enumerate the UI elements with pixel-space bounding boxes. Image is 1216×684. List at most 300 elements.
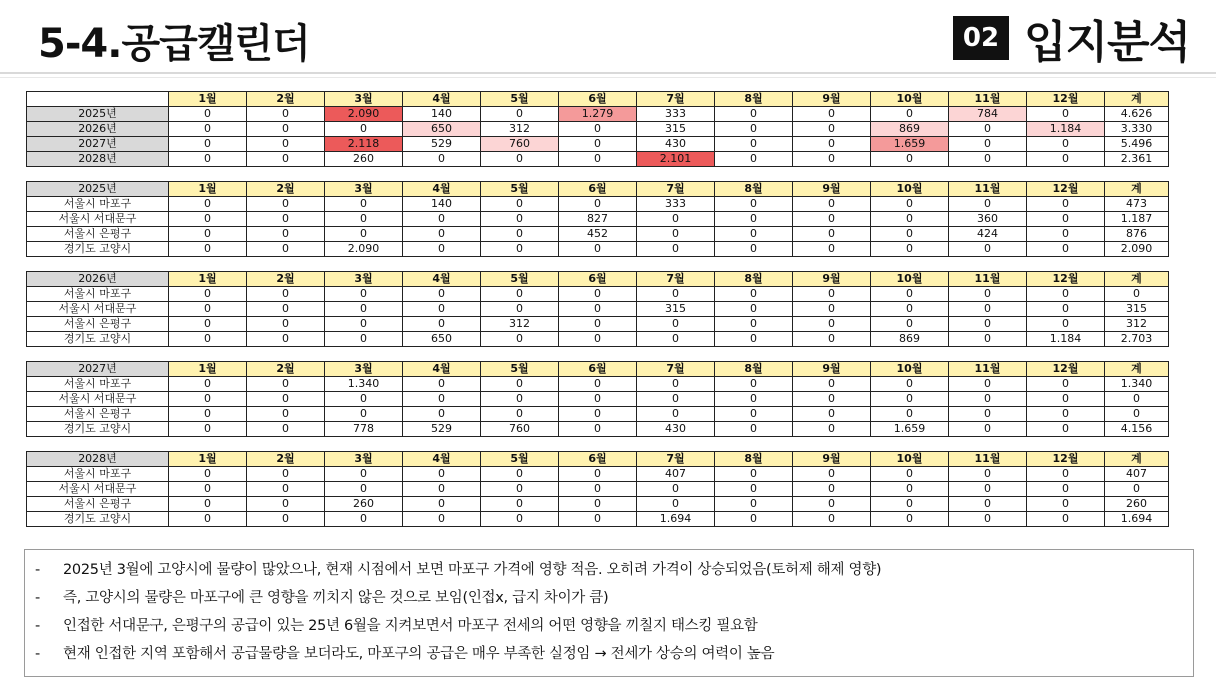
month-header-cell: 4월 bbox=[403, 452, 481, 467]
value-cell: 315 bbox=[1105, 302, 1169, 317]
month-header-cell: 4월 bbox=[403, 272, 481, 287]
month-header-cell: 7월 bbox=[637, 92, 715, 107]
month-header-cell: 10월 bbox=[871, 452, 949, 467]
value-cell: 0 bbox=[247, 482, 325, 497]
month-header-cell: 2월 bbox=[247, 272, 325, 287]
value-cell: 0 bbox=[247, 302, 325, 317]
value-cell: 0 bbox=[169, 317, 247, 332]
value-cell: 0 bbox=[169, 422, 247, 437]
value-cell: 0 bbox=[793, 242, 871, 257]
value-cell: 0 bbox=[949, 302, 1027, 317]
value-cell: 333 bbox=[637, 197, 715, 212]
month-header-cell: 계 bbox=[1105, 452, 1169, 467]
value-cell: 0 bbox=[949, 332, 1027, 347]
value-cell: 0 bbox=[637, 332, 715, 347]
value-cell: 876 bbox=[1105, 227, 1169, 242]
value-cell: 0 bbox=[715, 152, 793, 167]
value-cell: 0 bbox=[715, 287, 793, 302]
value-cell: 0 bbox=[949, 137, 1027, 152]
month-header-cell: 1월 bbox=[169, 272, 247, 287]
month-header-cell: 10월 bbox=[871, 92, 949, 107]
value-cell: 0 bbox=[793, 197, 871, 212]
value-cell: 0 bbox=[1105, 407, 1169, 422]
value-cell: 0 bbox=[247, 137, 325, 152]
value-cell: 0 bbox=[403, 512, 481, 527]
value-cell: 0 bbox=[169, 227, 247, 242]
row-label-cell: 서울시 은평구 bbox=[27, 497, 169, 512]
month-header-cell: 7월 bbox=[637, 182, 715, 197]
value-cell: 0 bbox=[247, 422, 325, 437]
value-cell: 0 bbox=[325, 332, 403, 347]
value-cell: 0 bbox=[403, 212, 481, 227]
table-row bbox=[27, 422, 1169, 437]
value-cell: 0 bbox=[871, 467, 949, 482]
value-cell: 0 bbox=[403, 377, 481, 392]
value-cell: 260 bbox=[325, 152, 403, 167]
month-header-cell: 2월 bbox=[247, 92, 325, 107]
table-row bbox=[27, 107, 1169, 122]
value-cell: 0 bbox=[871, 212, 949, 227]
value-cell: 0 bbox=[559, 287, 637, 302]
value-cell: 0 bbox=[637, 287, 715, 302]
value-cell: 0 bbox=[871, 302, 949, 317]
value-cell: 0 bbox=[247, 467, 325, 482]
month-header-cell: 9월 bbox=[793, 92, 871, 107]
month-header-cell: 3월 bbox=[325, 362, 403, 377]
value-cell: 0 bbox=[559, 407, 637, 422]
value-cell: 0 bbox=[481, 107, 559, 122]
value-cell: 0 bbox=[637, 212, 715, 227]
value-cell: 4.626 bbox=[1105, 107, 1169, 122]
value-cell: 0 bbox=[1027, 392, 1105, 407]
month-header-cell: 6월 bbox=[559, 92, 637, 107]
value-cell: 0 bbox=[949, 422, 1027, 437]
section-number-badge: 02 bbox=[953, 16, 1009, 60]
value-cell: 0 bbox=[637, 407, 715, 422]
value-cell: 760 bbox=[481, 137, 559, 152]
value-cell: 473 bbox=[1105, 197, 1169, 212]
value-cell: 312 bbox=[1105, 317, 1169, 332]
value-cell: 0 bbox=[949, 242, 1027, 257]
table-spacer-row bbox=[27, 347, 1169, 362]
value-cell: 360 bbox=[949, 212, 1027, 227]
month-header-cell: 6월 bbox=[559, 272, 637, 287]
value-cell: 0 bbox=[1027, 227, 1105, 242]
month-header-cell: 11월 bbox=[949, 182, 1027, 197]
value-cell: 0 bbox=[949, 407, 1027, 422]
value-cell: 0 bbox=[481, 467, 559, 482]
month-header-cell: 5월 bbox=[481, 452, 559, 467]
table-row bbox=[27, 302, 1169, 317]
notes-box bbox=[24, 549, 1194, 677]
spacer-cell bbox=[27, 347, 1169, 362]
row-label-cell: 2026년 bbox=[27, 122, 169, 137]
value-cell: 0 bbox=[169, 242, 247, 257]
value-cell: 0 bbox=[247, 497, 325, 512]
note-item: - 현재 인접한 지역 포함해서 공급물량을 보더라도, 마포구의 공급은 매우 부족한 실정임 → 전세가 상승의 여력이 높음 bbox=[35, 640, 1193, 668]
value-cell: 0 bbox=[559, 152, 637, 167]
value-cell: 0 bbox=[247, 287, 325, 302]
month-header-cell: 11월 bbox=[949, 452, 1027, 467]
value-cell: 0 bbox=[247, 197, 325, 212]
value-cell: 778 bbox=[325, 422, 403, 437]
table-row bbox=[27, 497, 1169, 512]
row-label-cell: 서울시 은평구 bbox=[27, 407, 169, 422]
value-cell: 0 bbox=[793, 212, 871, 227]
month-header-cell: 9월 bbox=[793, 182, 871, 197]
value-cell: 0 bbox=[871, 317, 949, 332]
value-cell: 0 bbox=[169, 197, 247, 212]
value-cell: 0 bbox=[169, 332, 247, 347]
year-header-cell: 2026년 bbox=[27, 272, 169, 287]
value-cell: 0 bbox=[481, 512, 559, 527]
table-spacer-row bbox=[27, 257, 1169, 272]
month-header-cell: 3월 bbox=[325, 272, 403, 287]
month-header-cell: 3월 bbox=[325, 452, 403, 467]
value-cell: 0 bbox=[481, 227, 559, 242]
row-label-cell: 서울시 마포구 bbox=[27, 377, 169, 392]
value-cell: 0 bbox=[949, 467, 1027, 482]
value-cell: 0 bbox=[1027, 377, 1105, 392]
value-cell: 260 bbox=[1105, 497, 1169, 512]
month-header-cell: 계 bbox=[1105, 182, 1169, 197]
value-cell: 4.156 bbox=[1105, 422, 1169, 437]
value-cell: 0 bbox=[559, 137, 637, 152]
value-cell: 0 bbox=[403, 497, 481, 512]
value-cell: 0 bbox=[871, 242, 949, 257]
value-cell: 0 bbox=[559, 332, 637, 347]
month-header-cell: 11월 bbox=[949, 272, 1027, 287]
value-cell: 0 bbox=[325, 317, 403, 332]
supply-calendar-table bbox=[26, 91, 1169, 527]
value-cell: 312 bbox=[481, 122, 559, 137]
table-row bbox=[27, 137, 1169, 152]
value-cell: 0 bbox=[793, 152, 871, 167]
value-cell: 0 bbox=[637, 392, 715, 407]
value-cell: 0 bbox=[793, 497, 871, 512]
spacer-cell bbox=[27, 257, 1169, 272]
value-cell: 0 bbox=[559, 467, 637, 482]
value-cell: 0 bbox=[871, 152, 949, 167]
month-header-cell: 12월 bbox=[1027, 272, 1105, 287]
value-cell: 0 bbox=[247, 212, 325, 227]
section-title: 입지분석 bbox=[1024, 17, 1191, 68]
value-cell: 0 bbox=[715, 137, 793, 152]
table-row bbox=[27, 242, 1169, 257]
value-cell: 0 bbox=[793, 317, 871, 332]
month-header-cell: 9월 bbox=[793, 452, 871, 467]
value-cell: 0 bbox=[949, 197, 1027, 212]
value-cell: 0 bbox=[949, 497, 1027, 512]
value-cell: 0 bbox=[481, 242, 559, 257]
month-header-cell: 계 bbox=[1105, 92, 1169, 107]
value-cell: 0 bbox=[559, 482, 637, 497]
table-row bbox=[27, 212, 1169, 227]
value-cell: 827 bbox=[559, 212, 637, 227]
row-label-cell: 서울시 은평구 bbox=[27, 317, 169, 332]
month-header-cell: 5월 bbox=[481, 182, 559, 197]
value-cell: 0 bbox=[325, 392, 403, 407]
row-label-cell: 서울시 서대문구 bbox=[27, 482, 169, 497]
table-header-row bbox=[27, 92, 1169, 107]
value-cell: 0 bbox=[325, 122, 403, 137]
value-cell: 0 bbox=[871, 497, 949, 512]
value-cell: 0 bbox=[325, 482, 403, 497]
value-cell: 0 bbox=[247, 317, 325, 332]
value-cell: 0 bbox=[481, 212, 559, 227]
month-header-cell: 4월 bbox=[403, 92, 481, 107]
value-cell: 0 bbox=[247, 332, 325, 347]
row-label-cell: 서울시 서대문구 bbox=[27, 212, 169, 227]
value-cell: 0 bbox=[1027, 407, 1105, 422]
value-cell: 0 bbox=[637, 482, 715, 497]
value-cell: 0 bbox=[169, 137, 247, 152]
value-cell: 529 bbox=[403, 137, 481, 152]
value-cell: 0 bbox=[949, 512, 1027, 527]
value-cell: 0 bbox=[247, 407, 325, 422]
value-cell: 0 bbox=[1027, 302, 1105, 317]
value-cell: 1.187 bbox=[1105, 212, 1169, 227]
row-label-cell: 경기도 고양시 bbox=[27, 512, 169, 527]
value-cell: 0 bbox=[247, 392, 325, 407]
spacer-cell bbox=[27, 167, 1169, 182]
value-cell: 0 bbox=[1027, 482, 1105, 497]
month-header-cell: 3월 bbox=[325, 182, 403, 197]
value-cell: 0 bbox=[1027, 107, 1105, 122]
value-cell: 0 bbox=[169, 467, 247, 482]
note-text: 인접한 서대문구, 은평구의 공급이 있는 25년 6월을 지켜보면서 마포구 전세의 어떤 영향을 끼칠지 태스킹 필요함 bbox=[63, 618, 758, 634]
value-cell: 0 bbox=[559, 377, 637, 392]
value-cell: 0 bbox=[403, 302, 481, 317]
value-cell: 0 bbox=[559, 392, 637, 407]
value-cell: 0 bbox=[715, 497, 793, 512]
month-header-cell: 11월 bbox=[949, 362, 1027, 377]
year-header-cell: 2028년 bbox=[27, 452, 169, 467]
value-cell: 0 bbox=[247, 227, 325, 242]
header-divider bbox=[0, 72, 1216, 74]
value-cell: 0 bbox=[637, 317, 715, 332]
month-header-cell: 6월 bbox=[559, 362, 637, 377]
value-cell: 0 bbox=[403, 227, 481, 242]
month-header-cell: 12월 bbox=[1027, 362, 1105, 377]
value-cell: 0 bbox=[871, 482, 949, 497]
value-cell: 0 bbox=[247, 152, 325, 167]
month-header-cell: 12월 bbox=[1027, 182, 1105, 197]
note-text: 2025년 3월에 고양시에 물량이 많았으나, 현재 시점에서 보면 마포구 가격에 영향 적음. 오히려 가격이 상승되었음(토허제 해제 영향) bbox=[63, 562, 882, 578]
value-cell: 0 bbox=[169, 482, 247, 497]
header-divider-thin bbox=[0, 77, 1216, 78]
value-cell: 869 bbox=[871, 332, 949, 347]
value-cell: 0 bbox=[871, 407, 949, 422]
month-header-cell: 11월 bbox=[949, 92, 1027, 107]
month-header-cell: 1월 bbox=[169, 362, 247, 377]
value-cell: 312 bbox=[481, 317, 559, 332]
value-cell: 1.184 bbox=[1027, 332, 1105, 347]
value-cell: 0 bbox=[715, 122, 793, 137]
value-cell: 0 bbox=[403, 242, 481, 257]
value-cell: 760 bbox=[481, 422, 559, 437]
value-cell: 0 bbox=[481, 332, 559, 347]
value-cell: 0 bbox=[1027, 497, 1105, 512]
value-cell: 0 bbox=[169, 107, 247, 122]
value-cell: 1.184 bbox=[1027, 122, 1105, 137]
table-row bbox=[27, 227, 1169, 242]
month-header-cell: 5월 bbox=[481, 272, 559, 287]
month-header-cell: 12월 bbox=[1027, 452, 1105, 467]
month-header-cell: 4월 bbox=[403, 182, 481, 197]
month-header-cell: 6월 bbox=[559, 182, 637, 197]
value-cell: 0 bbox=[793, 137, 871, 152]
value-cell: 0 bbox=[325, 512, 403, 527]
value-cell: 0 bbox=[325, 227, 403, 242]
value-cell: 0 bbox=[325, 212, 403, 227]
value-cell: 529 bbox=[403, 422, 481, 437]
month-header-cell: 7월 bbox=[637, 452, 715, 467]
table-header-row bbox=[27, 182, 1169, 197]
value-cell: 0 bbox=[481, 407, 559, 422]
value-cell: 0 bbox=[793, 482, 871, 497]
corner-cell bbox=[27, 92, 169, 107]
value-cell: 0 bbox=[871, 392, 949, 407]
table-row bbox=[27, 197, 1169, 212]
row-label-cell: 서울시 서대문구 bbox=[27, 392, 169, 407]
value-cell: 0 bbox=[1027, 197, 1105, 212]
value-cell: 1.340 bbox=[1105, 377, 1169, 392]
note-item: - 2025년 3월에 고양시에 물량이 많았으나, 현재 시점에서 보면 마포구 가격에 영향 적음. 오히려 가격이 상승되었음(토허제 해제 영향) bbox=[35, 556, 1193, 584]
table-header-row bbox=[27, 452, 1169, 467]
month-header-cell: 9월 bbox=[793, 362, 871, 377]
value-cell: 0 bbox=[403, 287, 481, 302]
value-cell: 315 bbox=[637, 122, 715, 137]
table-row bbox=[27, 377, 1169, 392]
value-cell: 0 bbox=[715, 407, 793, 422]
value-cell: 1.659 bbox=[871, 422, 949, 437]
month-header-cell: 10월 bbox=[871, 182, 949, 197]
value-cell: 430 bbox=[637, 137, 715, 152]
value-cell: 0 bbox=[559, 512, 637, 527]
row-label-cell: 2028년 bbox=[27, 152, 169, 167]
value-cell: 0 bbox=[559, 197, 637, 212]
row-label-cell: 서울시 마포구 bbox=[27, 467, 169, 482]
value-cell: 869 bbox=[871, 122, 949, 137]
value-cell: 0 bbox=[325, 407, 403, 422]
note-item: - 인접한 서대문구, 은평구의 공급이 있는 25년 6월을 지켜보면서 마포구 전세의 어떤 영향을 끼칠지 태스킹 필요함 bbox=[35, 612, 1193, 640]
value-cell: 0 bbox=[1027, 137, 1105, 152]
value-cell: 0 bbox=[949, 287, 1027, 302]
value-cell: 0 bbox=[559, 242, 637, 257]
table-row bbox=[27, 317, 1169, 332]
value-cell: 0 bbox=[1027, 287, 1105, 302]
value-cell: 0 bbox=[715, 422, 793, 437]
table-row bbox=[27, 392, 1169, 407]
table-row bbox=[27, 467, 1169, 482]
month-header-cell: 8월 bbox=[715, 92, 793, 107]
month-header-cell: 7월 bbox=[637, 362, 715, 377]
month-header-cell: 7월 bbox=[637, 272, 715, 287]
value-cell: 0 bbox=[1027, 152, 1105, 167]
row-label-cell: 2025년 bbox=[27, 107, 169, 122]
value-cell: 784 bbox=[949, 107, 1027, 122]
supply-calendar-table-wrap bbox=[26, 91, 1168, 527]
value-cell: 0 bbox=[871, 227, 949, 242]
value-cell: 0 bbox=[403, 392, 481, 407]
month-header-cell: 5월 bbox=[481, 92, 559, 107]
value-cell: 0 bbox=[637, 227, 715, 242]
value-cell: 650 bbox=[403, 332, 481, 347]
month-header-cell: 5월 bbox=[481, 362, 559, 377]
row-label-cell: 서울시 서대문구 bbox=[27, 302, 169, 317]
value-cell: 1.694 bbox=[637, 512, 715, 527]
value-cell: 5.496 bbox=[1105, 137, 1169, 152]
value-cell: 0 bbox=[715, 227, 793, 242]
value-cell: 407 bbox=[1105, 467, 1169, 482]
month-header-cell: 8월 bbox=[715, 272, 793, 287]
value-cell: 0 bbox=[1105, 482, 1169, 497]
value-cell: 0 bbox=[325, 197, 403, 212]
value-cell: 0 bbox=[325, 287, 403, 302]
table-spacer-row bbox=[27, 437, 1169, 452]
value-cell: 0 bbox=[871, 377, 949, 392]
value-cell: 1.694 bbox=[1105, 512, 1169, 527]
table-header-row bbox=[27, 362, 1169, 377]
month-header-cell: 12월 bbox=[1027, 92, 1105, 107]
value-cell: 0 bbox=[1027, 242, 1105, 257]
month-header-cell: 3월 bbox=[325, 92, 403, 107]
value-cell: 0 bbox=[403, 317, 481, 332]
value-cell: 650 bbox=[403, 122, 481, 137]
value-cell: 0 bbox=[481, 497, 559, 512]
value-cell: 0 bbox=[481, 287, 559, 302]
value-cell: 0 bbox=[247, 107, 325, 122]
table-header-row bbox=[27, 272, 1169, 287]
value-cell: 0 bbox=[793, 422, 871, 437]
value-cell: 2.090 bbox=[1105, 242, 1169, 257]
value-cell: 0 bbox=[949, 152, 1027, 167]
value-cell: 0 bbox=[715, 377, 793, 392]
value-cell: 0 bbox=[715, 512, 793, 527]
value-cell: 0 bbox=[481, 482, 559, 497]
value-cell: 0 bbox=[871, 107, 949, 122]
table-row bbox=[27, 287, 1169, 302]
month-header-cell: 계 bbox=[1105, 272, 1169, 287]
value-cell: 0 bbox=[1105, 287, 1169, 302]
month-header-cell: 2월 bbox=[247, 362, 325, 377]
month-header-cell: 4월 bbox=[403, 362, 481, 377]
month-header-cell: 8월 bbox=[715, 182, 793, 197]
table-row bbox=[27, 482, 1169, 497]
value-cell: 0 bbox=[793, 122, 871, 137]
value-cell: 0 bbox=[169, 407, 247, 422]
value-cell: 0 bbox=[169, 497, 247, 512]
value-cell: 0 bbox=[481, 392, 559, 407]
value-cell: 2.118 bbox=[325, 137, 403, 152]
row-label-cell: 경기도 고양시 bbox=[27, 422, 169, 437]
value-cell: 1.659 bbox=[871, 137, 949, 152]
table-row bbox=[27, 122, 1169, 137]
value-cell: 0 bbox=[793, 107, 871, 122]
value-cell: 0 bbox=[715, 467, 793, 482]
value-cell: 0 bbox=[949, 122, 1027, 137]
value-cell: 2.090 bbox=[325, 242, 403, 257]
table-row bbox=[27, 152, 1169, 167]
value-cell: 0 bbox=[325, 467, 403, 482]
value-cell: 2.090 bbox=[325, 107, 403, 122]
value-cell: 430 bbox=[637, 422, 715, 437]
value-cell: 0 bbox=[793, 467, 871, 482]
value-cell: 0 bbox=[949, 482, 1027, 497]
value-cell: 0 bbox=[325, 302, 403, 317]
value-cell: 0 bbox=[637, 242, 715, 257]
